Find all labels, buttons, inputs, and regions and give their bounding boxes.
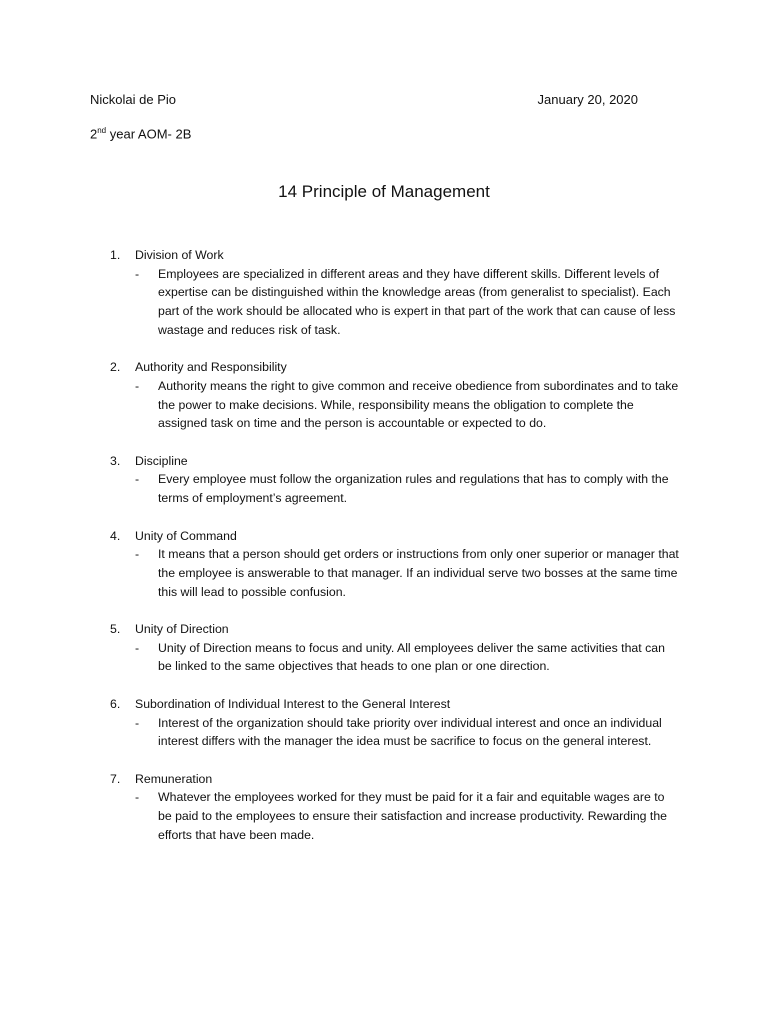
item-heading: Remuneration — [135, 771, 213, 786]
list-item — [110, 527, 680, 602]
item-heading: Unity of Command — [135, 528, 237, 543]
item-number: 6. — [110, 696, 121, 711]
item-description: Unity of Direction means to focus and unity. All employees deliver the same activities that can be linked to the same objectives that heads to one plan or one direction. — [158, 640, 665, 674]
item-description: Every employee must follow the organization rules and regulations that has to comply with the terms of employment’s agreement. — [158, 472, 669, 506]
bullet-dash: - — [135, 790, 140, 805]
bullet-dash: - — [135, 266, 140, 281]
item-heading: Subordination of Individual Interest to the General Interest — [135, 696, 451, 711]
header-row — [90, 92, 638, 107]
bullet-dash: - — [135, 547, 140, 562]
document-date: January 20, 2020 — [537, 92, 638, 107]
item-description: Authority means the right to give common and receive obedience from subordinates and to take the power to make decisions. While, responsibility means the obligation to complete the assigned task on time and the person is accountable or expected to do. — [158, 378, 679, 431]
item-description: Employees are specialized in different areas and they have different skills. Different levels of expertise can be distinguished within the knowledge areas (from generalist to specialist). Each part of the work should be allocated who is expert in that part of the work that can cause of less wastage and reduces risk of task. — [158, 266, 676, 337]
year-number: 2 — [90, 126, 98, 142]
year-ordinal-suffix: nd — [97, 126, 107, 135]
bullet-dash: - — [135, 378, 140, 393]
item-description: It means that a person should get orders or instructions from only oner superior or manager that the employee is answerable to that manager. If an individual serve two bosses at the same time this will lead to possible confusion. — [158, 547, 679, 599]
list-item — [110, 358, 680, 433]
course-line — [90, 126, 191, 141]
list-item — [110, 770, 680, 845]
author-name: Nickolai de Pio — [90, 92, 176, 107]
item-heading: Unity of Direction — [135, 622, 229, 636]
item-heading: Discipline — [135, 453, 188, 468]
item-description: Interest of the organization should take priority over individual interest and once an individual interest differs with the manager the idea must be sacrifice to focus on the general interest. — [158, 715, 662, 749]
item-number: 7. — [110, 771, 121, 786]
item-number: 4. — [110, 528, 121, 543]
list-item — [110, 620, 680, 676]
bullet-dash: - — [135, 715, 140, 730]
bullet-dash: - — [135, 640, 140, 655]
item-number: 3. — [110, 453, 121, 468]
item-number: 1. — [110, 248, 121, 262]
item-description: Whatever the employees worked for they must be paid for it a fair and equitable wages are to be paid to the employees to ensure their satisfaction and increase productivity. Rewarding the efforts that have been made. — [158, 790, 668, 842]
list-item — [110, 695, 680, 751]
bullet-dash: - — [135, 472, 140, 487]
item-number: 5. — [110, 622, 121, 636]
item-heading: Division of Work — [135, 248, 224, 262]
list-item — [110, 452, 680, 508]
document-title: 14 Principle of Management — [278, 182, 490, 201]
principles-list — [110, 246, 680, 863]
item-heading: Authority and Responsibility — [135, 360, 287, 375]
list-item — [110, 246, 680, 340]
item-number: 2. — [110, 360, 121, 375]
course-text: year AOM- 2B — [106, 126, 192, 142]
